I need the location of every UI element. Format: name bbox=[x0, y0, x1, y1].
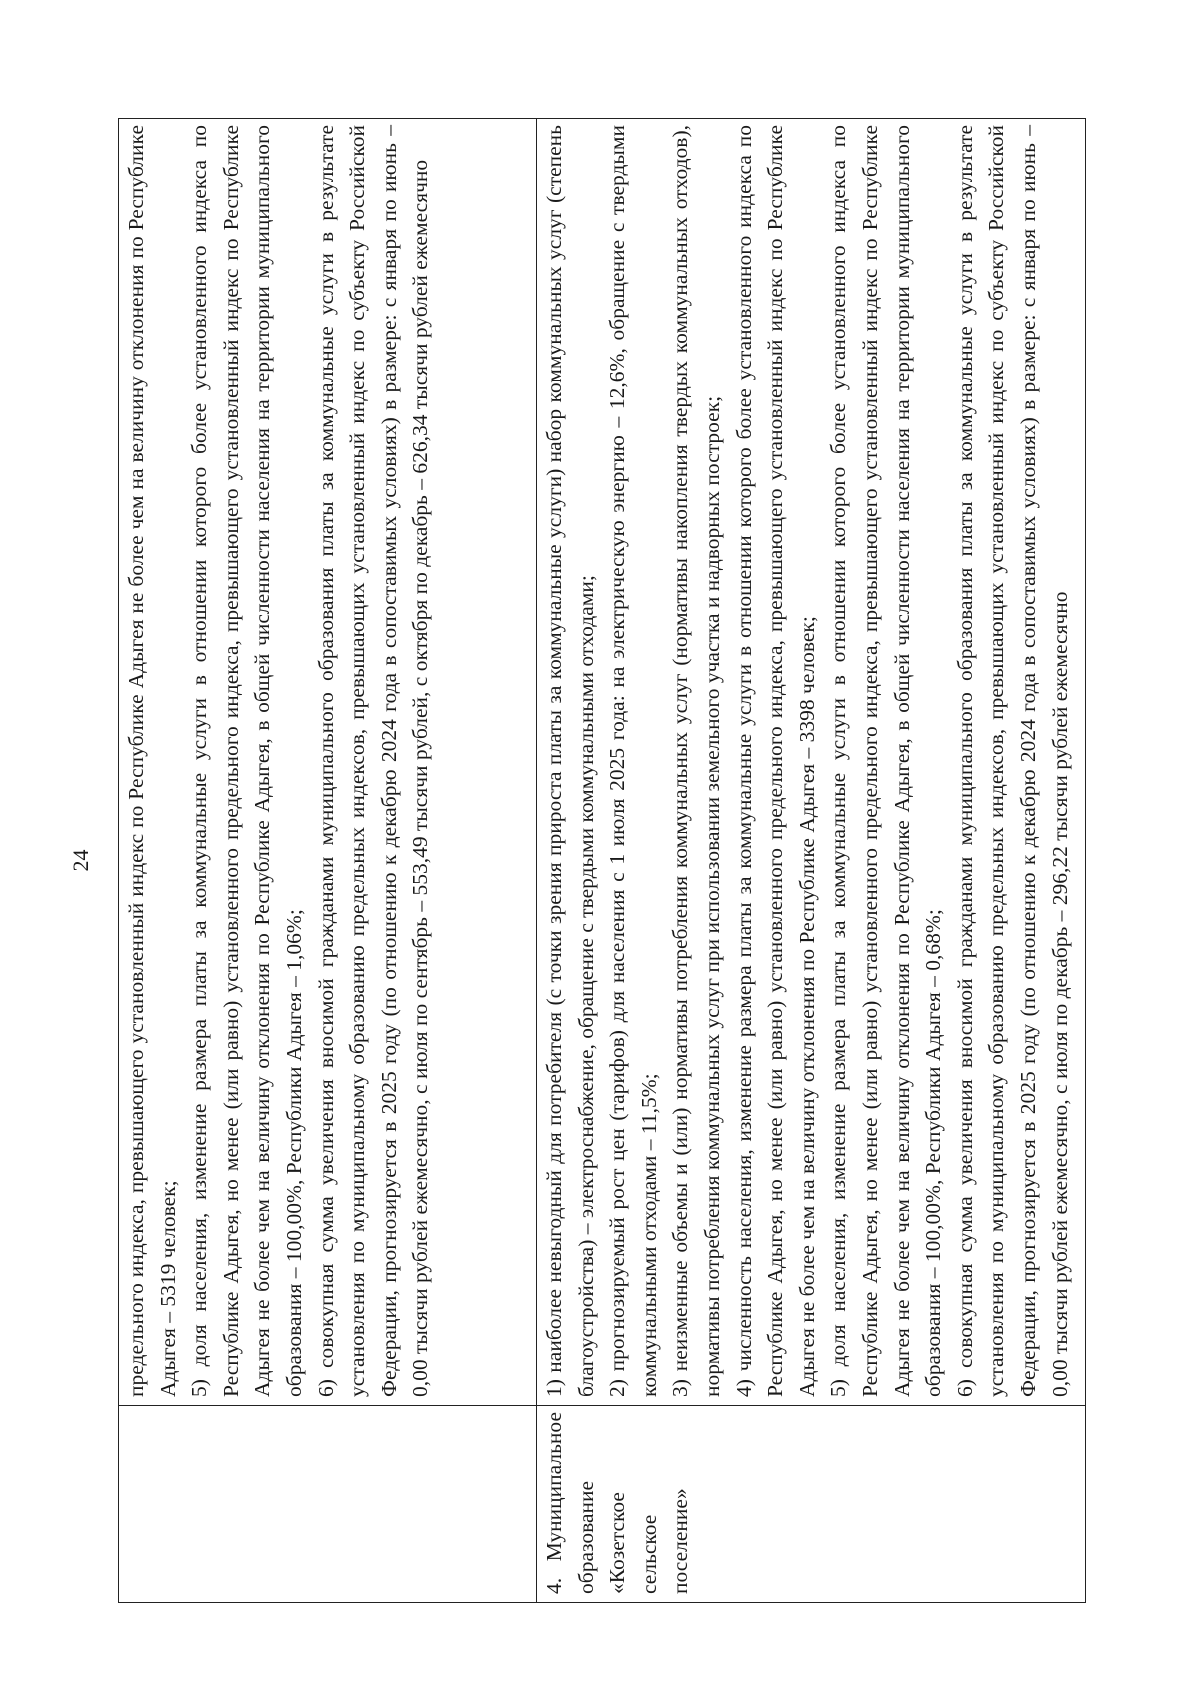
paragraph: 5) доля населения, изменение размера платы за коммунальные услуги в отношении которого более установленного индекса по Республике Адыгея, но менее (или равно) установленного предельного индекса, превышающего установленный индекс по Республике Адыгея не более чем на величину отклонения по Республике Адыгея, в общей численности населения на территории муниципального образования – 100,00%, Республики Адыгея – 0,68%; bbox=[826, 125, 946, 1397]
paragraph: 6) совокупная сумма увеличения вносимой гражданами муниципального образования платы за коммунальные услуги в результате установления по муниципальному образованию предельных индексов, превышающих установленный индекс по субъекту Российской Федерации, прогнозируется в 2025 году (по отношению к декабрю 2024 года в сопоставимых условиях) в размере: с января по июнь – 0,00 тысячи рублей ежемесячно, с июля по сентябрь – 553,49 тысячи рублей, с октября по декабрь – 626,34 тысячи рублей ежемесячно bbox=[313, 125, 433, 1397]
paragraph: предельного индекса, превышающего установленный индекс по Республике Адыгея не более чем на величину отклонения по Республике Адыгея – 5319 человек; bbox=[124, 125, 180, 1397]
paragraph: 5) доля населения, изменение размера платы за коммунальные услуги в отношении которого более установленного индекса по Республике Адыгея, но менее (или равно) установленного предельного индекса, превышающего установленный индекс по Республике Адыгея не более чем на величину отклонения по Республике Адыгея, в общей численности населения на территории муниципального образования – 100,00%, Республики Адыгея – 1,06%; bbox=[187, 125, 306, 1397]
paragraph: 6) совокупная сумма увеличения вносимой гражданами муниципального образования платы за коммунальные услуги в результате установления по муниципальному образованию предельных индексов, превышающих установленный индекс по субъекту Российской Федерации, прогнозируется в 2025 году (по отношению к декабрю 2024 года в сопоставимых условиях) в размере: с января по июнь – 0,00 тысячи рублей ежемесячно, с июля по декабрь – 296,22 тысячи рублей ежемесячно bbox=[952, 125, 1072, 1397]
paragraph: 3) неизменные объемы и (или) нормативы потребления коммунальных услуг (нормативы накопления твердых коммунальных отходов), нормативы потребления коммунальных услуг при использовании земельного участка и надворных построек; bbox=[668, 125, 724, 1397]
data-table bbox=[118, 118, 1086, 1603]
table-row bbox=[119, 119, 537, 1603]
description-cell bbox=[119, 119, 537, 1406]
page-number: 24 bbox=[68, 849, 93, 872]
rotated-page bbox=[68, 118, 1086, 1603]
municipality-name: 4. Муниципальное образование «Козетское сельское поселение» bbox=[537, 1406, 1086, 1603]
municipality-cell-empty bbox=[119, 1406, 537, 1603]
paragraph: 1) наиболее невыгодный для потребителя (с точки зрения прироста платы за коммунальные услуги) набор коммунальных услуг (степень благоустройства) – электроснабжение, обращение с твердыми коммунальными отходами; bbox=[542, 125, 598, 1397]
paragraph: 2) прогнозируемый рост цен (тарифов) для населения с 1 июля 2025 года: на электрическую энергию – 12,6%, обращение с твердыми коммунальными отходами – 11,5%; bbox=[605, 125, 661, 1397]
paragraph: 4) численность населения, изменение размера платы за коммунальные услуги в отношении которого более установленного индекса по Республике Адыгея, но менее (или равно) установленного предельного индекса, превышающего установленный индекс по Республике Адыгея не более чем на величину отклонения по Республике Адыгея – 3398 человек; bbox=[731, 125, 819, 1397]
description-cell bbox=[537, 119, 1086, 1406]
table-row bbox=[537, 119, 1086, 1603]
